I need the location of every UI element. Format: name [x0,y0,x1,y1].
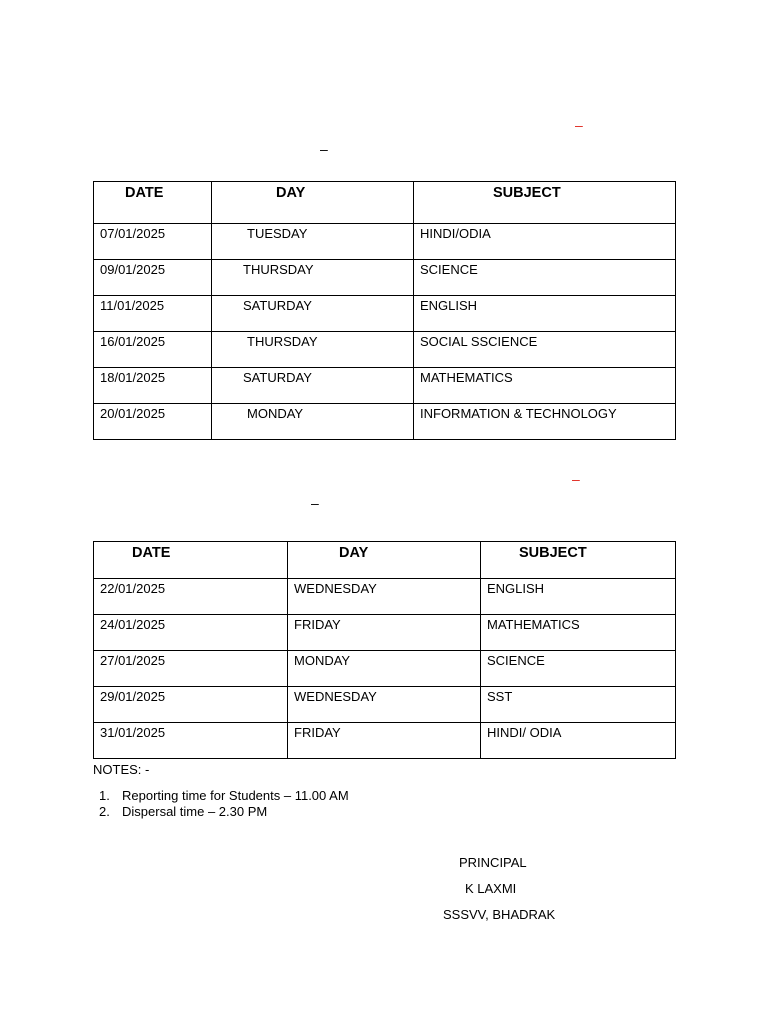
cell-day: FRIDAY [288,615,481,651]
cell-subject: SCIENCE [414,260,676,296]
cell-date: 16/01/2025 [94,332,212,368]
cell-day: FRIDAY [288,723,481,759]
header-date: DATE [94,182,212,224]
notes-list [99,788,349,820]
cell-subject: SST [481,687,676,723]
cell-day: THURSDAY [212,332,414,368]
table-row [94,368,676,404]
signature-school: SSSVV, BHADRAK [443,907,556,922]
table-row [94,260,676,296]
schedule-table-2 [93,541,676,759]
table-row [94,224,676,260]
header-day: DAY [288,542,481,579]
cell-day: SATURDAY [212,296,414,332]
cell-subject: SCIENCE [481,651,676,687]
table-row [94,332,676,368]
cell-day: TUESDAY [212,224,414,260]
cell-date: 29/01/2025 [94,687,288,723]
cell-date: 20/01/2025 [94,404,212,440]
cell-subject: HINDI/ODIA [414,224,676,260]
note-text: Reporting time for Students – 11.00 AM [122,788,349,803]
cell-subject: SOCIAL SSCIENCE [414,332,676,368]
section2-dash-black: – [311,495,319,511]
table-row [94,651,676,687]
list-item [99,788,349,804]
table-row [94,404,676,440]
table-row [94,687,676,723]
cell-date: 22/01/2025 [94,579,288,615]
header-subject: SUBJECT [414,182,676,224]
header-subject: SUBJECT [481,542,676,579]
section1-dash-red: – [575,117,583,133]
cell-subject: ENGLISH [481,579,676,615]
header-date: DATE [94,542,288,579]
list-item [99,804,349,820]
cell-day: MONDAY [288,651,481,687]
cell-subject: HINDI/ ODIA [481,723,676,759]
cell-subject: ENGLISH [414,296,676,332]
table-row [94,579,676,615]
schedule-table-1 [93,181,676,440]
signature-name: K LAXMI [465,881,517,896]
section1-dash-black: – [320,141,328,157]
cell-day: WEDNESDAY [288,579,481,615]
note-text: Dispersal time – 2.30 PM [122,804,268,819]
signature-designation: PRINCIPAL [459,855,527,870]
cell-date: 11/01/2025 [94,296,212,332]
cell-date: 09/01/2025 [94,260,212,296]
table-header-row [94,542,676,579]
cell-date: 24/01/2025 [94,615,288,651]
section2-dash-red: – [572,471,580,487]
cell-date: 27/01/2025 [94,651,288,687]
cell-subject: MATHEMATICS [414,368,676,404]
notes-title: NOTES: - [93,762,150,777]
cell-day: THURSDAY [212,260,414,296]
note-number: 1. [99,788,110,803]
cell-subject: MATHEMATICS [481,615,676,651]
table-row [94,723,676,759]
cell-date: 18/01/2025 [94,368,212,404]
cell-date: 31/01/2025 [94,723,288,759]
table-row [94,296,676,332]
cell-subject: INFORMATION & TECHNOLOGY [414,404,676,440]
cell-day: WEDNESDAY [288,687,481,723]
note-number: 2. [99,804,110,819]
table-row [94,615,676,651]
cell-date: 07/01/2025 [94,224,212,260]
table-header-row [94,182,676,224]
cell-day: SATURDAY [212,368,414,404]
header-day: DAY [212,182,414,224]
cell-day: MONDAY [212,404,414,440]
